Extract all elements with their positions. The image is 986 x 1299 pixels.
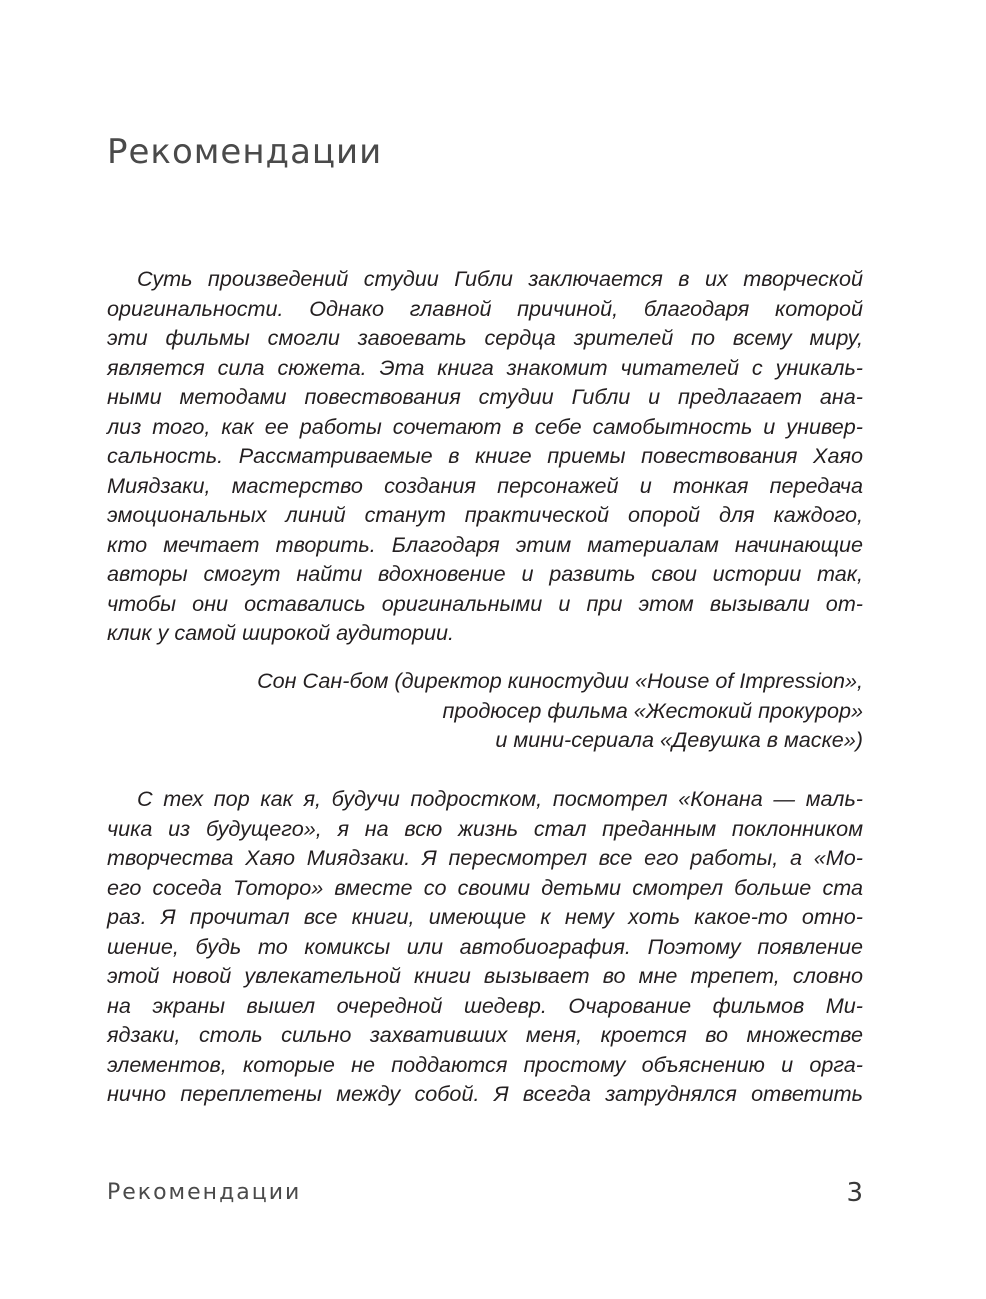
text-line: творчества Хаяо Миядзаки. Я пересмотрел все его работы, а «Мо- <box>107 845 863 870</box>
text-line: кто мечтает творить. Благодаря этим материалам начинающие <box>107 531 863 557</box>
text-line: чтобы они оставались оригинальными и при этом вызывали от- <box>107 590 863 616</box>
text-line: эти фильмы смогли завоевать сердца зрителей по всему миру, <box>107 325 863 350</box>
attribution-line: и мини-сериала «Девушка в маске») <box>495 727 863 752</box>
running-footer: Рекомендации <box>107 1180 302 1205</box>
text-line: элементов, которые не поддаются простому объяснению и орга- <box>107 1051 863 1077</box>
text-line: Суть произведений студии Гибли заключается в их творческой <box>137 266 863 291</box>
paragraph <box>107 264 863 648</box>
text-line: ными методами повествования студии Гибли и предлагает ана- <box>107 384 863 409</box>
text-line: нично переплетены между собой. Я всегда затруднялся ответить <box>107 1081 863 1106</box>
text-line: С тех пор как я, будучи подростком, посмотрел «Конана — маль- <box>137 786 863 811</box>
text-line: на экраны вышел очередной шедевр. Очарование фильмов Ми- <box>107 992 863 1018</box>
attribution-line: Сон Сан-бом (директор киностудии «House of Impression», <box>257 668 863 693</box>
text-line: авторы смогут найти вдохновение и развить свои истории так, <box>107 561 863 586</box>
text-line: этой новой увлекательной книги вызывает во мне трепет, словно <box>107 963 863 988</box>
page-number: 3 <box>846 1178 863 1208</box>
text-line: лиз того, как ее работы сочетают в себе самобытность и универ- <box>107 413 863 439</box>
text-line: чика из будущего», я на всю жизнь стал преданным поклонником <box>107 815 863 841</box>
chapter-title: Рекомендации <box>107 132 383 172</box>
text-line: его соседа Тоторо» вместе со своими детьми смотрел больше ста <box>107 874 863 900</box>
text-line: эмоциональных линий станут практической опорой для каждого, <box>107 502 863 527</box>
text-line: оригинальности. Однако главной причиной, благодаря которой <box>107 295 863 321</box>
text-line: ядзаки, столь сильно захвативших меня, кроется во множестве <box>107 1022 863 1047</box>
text-line: Миядзаки, мастерство создания персонажей и тонкая передача <box>107 472 863 498</box>
recommendation-paragraph-2 <box>107 784 863 1109</box>
text-line: клик у самой широкой аудитории. <box>107 620 454 645</box>
text-line: раз. Я прочитал все книги, имеющие к нему хоть какое-то отно- <box>107 904 863 929</box>
recommendation-paragraph-1 <box>107 264 863 648</box>
text-line: является сила сюжета. Эта книга знакомит читателей с уникаль- <box>107 354 863 380</box>
attribution-line: продюсер фильма «Жестокий прокурор» <box>442 697 863 723</box>
text-line: шение, будь то комиксы или автобиография. Поэтому появление <box>107 933 863 959</box>
attribution-block <box>107 666 863 755</box>
paragraph <box>107 784 863 1109</box>
text-line: сальность. Рассматриваемые в книге приемы повествования Хаяо <box>107 443 863 468</box>
